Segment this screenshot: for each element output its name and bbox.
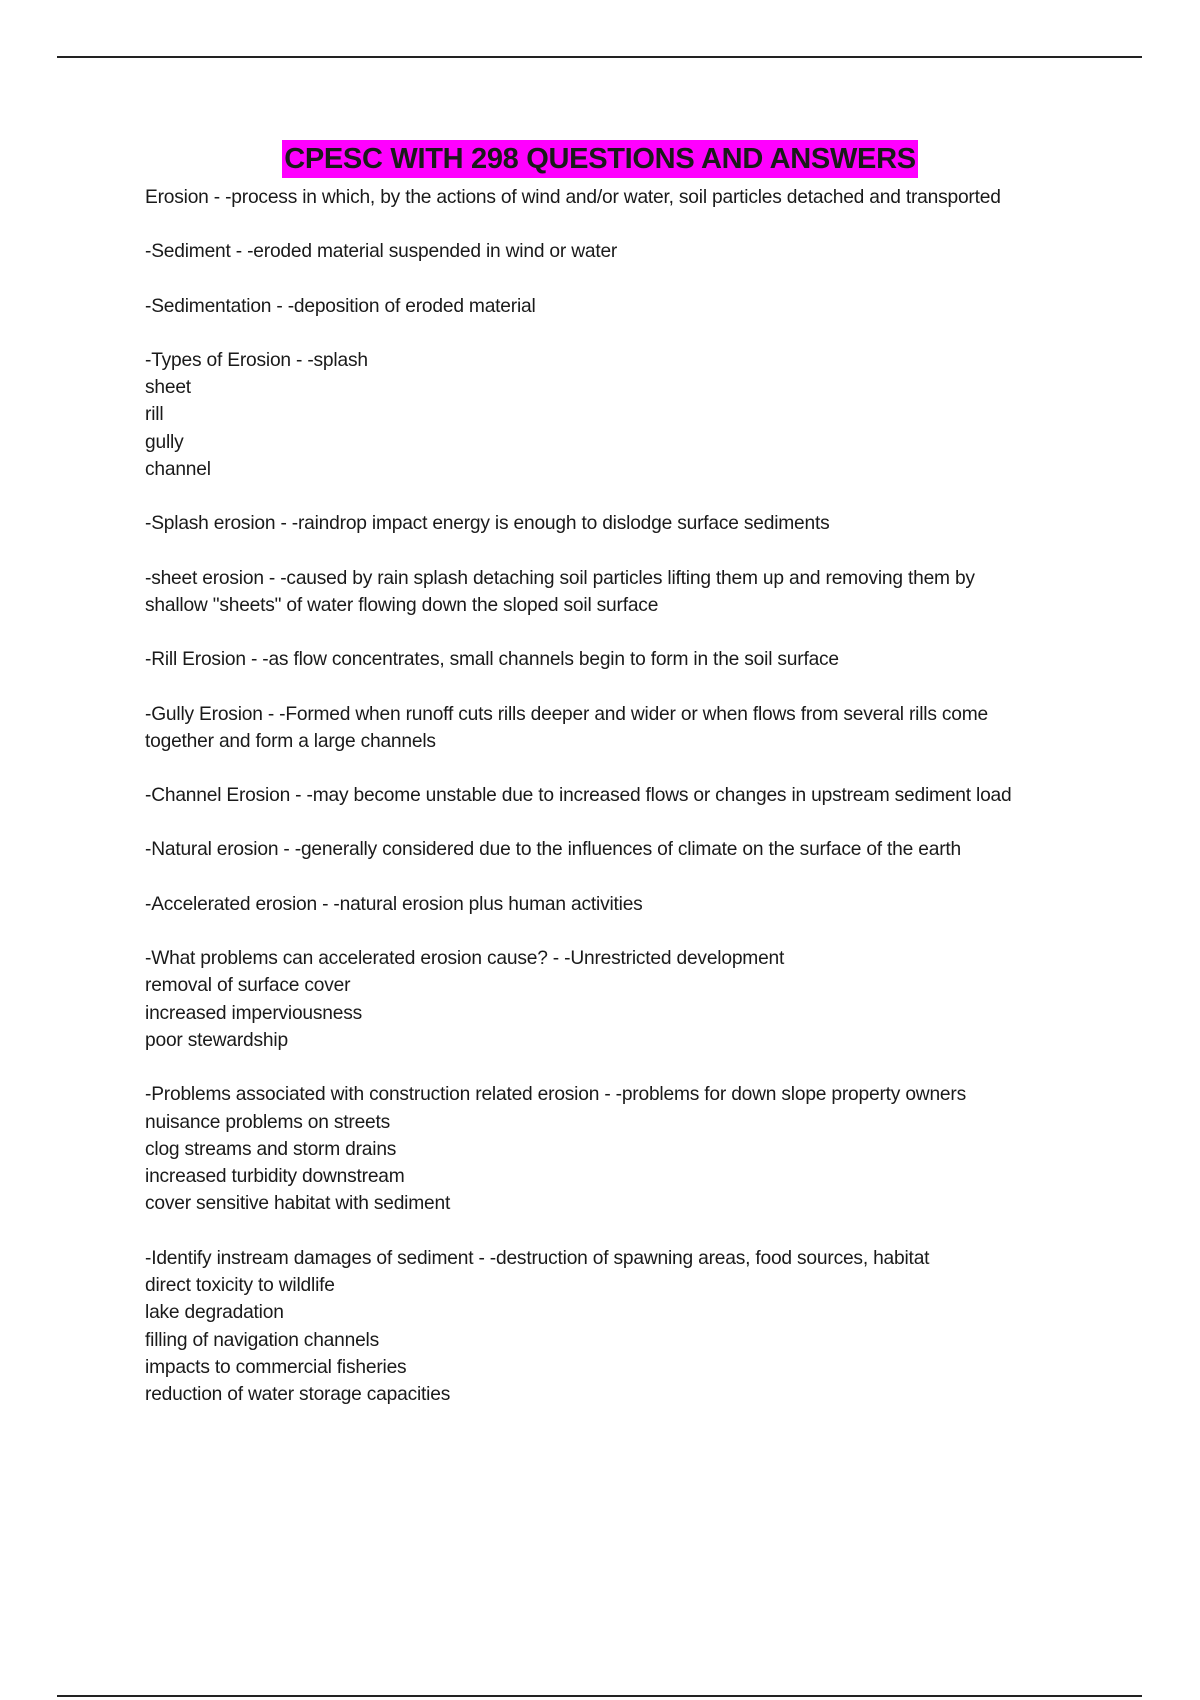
qa-answer-line: gully (145, 431, 184, 453)
qa-answer-line: rill (145, 404, 164, 426)
title-block (145, 140, 1055, 184)
qa-answer-line: increased imperviousness (145, 1002, 363, 1024)
qa-question-line: -Channel Erosion - -may become unstable due to increased flows or changes in upstream sediment load (145, 785, 1012, 807)
qa-answer-line: cover sensitive habitat with sediment (145, 1193, 451, 1215)
qa-answer-line: clog streams and storm drains (145, 1138, 397, 1160)
qa-question-line: -sheet erosion - -caused by rain splash detaching soil particles lifting them up and removing them by (145, 567, 975, 589)
qa-entry (145, 891, 1145, 918)
qa-entry (145, 945, 1145, 1054)
qa-answer-line: channel (145, 459, 211, 481)
qa-question-line: -Identify instream damages of sediment - -destruction of spawning areas, food sources, habitat (145, 1247, 930, 1269)
qa-answer-line: direct toxicity to wildlife (145, 1275, 335, 1297)
qa-answer-line: increased turbidity downstream (145, 1166, 405, 1188)
qa-answer-line: together and form a large channels (145, 730, 436, 752)
qa-entry (145, 347, 1145, 483)
qa-question-line: -Problems associated with construction related erosion - -problems for down slope property owners (145, 1084, 966, 1106)
qa-entry (145, 836, 1145, 863)
qa-answer-line: poor stewardship (145, 1029, 288, 1051)
qa-entry (145, 1081, 1145, 1217)
qa-answer-line: shallow "sheets" of water flowing down the sloped soil surface (145, 594, 659, 616)
top-rule (57, 56, 1142, 58)
qa-entry (145, 565, 1145, 620)
qa-entry (145, 701, 1145, 756)
qa-entry (145, 238, 1145, 265)
qa-question-line: -Sediment - -eroded material suspended in wind or water (145, 241, 618, 263)
qa-question-line: Erosion - -process in which, by the actions of wind and/or water, soil particles detached and transported (145, 187, 1001, 208)
qa-question-line: -Splash erosion - -raindrop impact energy is enough to dislodge surface sediments (145, 513, 830, 535)
qa-question-line: -Accelerated erosion - -natural erosion plus human activities (145, 893, 643, 915)
qa-question-line: -Natural erosion - -generally considered due to the influences of climate on the surface of the earth (145, 839, 961, 861)
document-title: CPESC WITH 298 QUESTIONS AND ANSWERS (282, 140, 918, 178)
qa-question-line: -Gully Erosion - -Formed when runoff cuts rills deeper and wider or when flows from several rills come (145, 703, 989, 725)
qa-answer-line: sheet (145, 377, 191, 399)
qa-entry (145, 1245, 1145, 1409)
document-page (145, 140, 1145, 1436)
qa-entry (145, 293, 1145, 320)
qa-question-line: -What problems can accelerated erosion cause? - -Unrestricted development (145, 948, 785, 970)
qa-answer-line: removal of surface cover (145, 975, 351, 997)
qa-answer-line: reduction of water storage capacities (145, 1384, 451, 1406)
qa-answer-line: nuisance problems on streets (145, 1111, 391, 1133)
bottom-rule (57, 1695, 1142, 1697)
qa-list (145, 184, 1145, 1409)
qa-entry (145, 510, 1145, 537)
qa-entry (145, 782, 1145, 809)
qa-question-line: -Sedimentation - -deposition of eroded material (145, 295, 536, 317)
qa-entry (145, 184, 1145, 211)
qa-question-line: -Types of Erosion - -splash (145, 349, 368, 371)
qa-answer-line: lake degradation (145, 1302, 284, 1324)
qa-answer-line: impacts to commercial fisheries (145, 1356, 407, 1378)
qa-question-line: -Rill Erosion - -as flow concentrates, small channels begin to form in the soil surface (145, 649, 839, 671)
qa-answer-line: filling of navigation channels (145, 1329, 380, 1351)
qa-entry (145, 646, 1145, 673)
